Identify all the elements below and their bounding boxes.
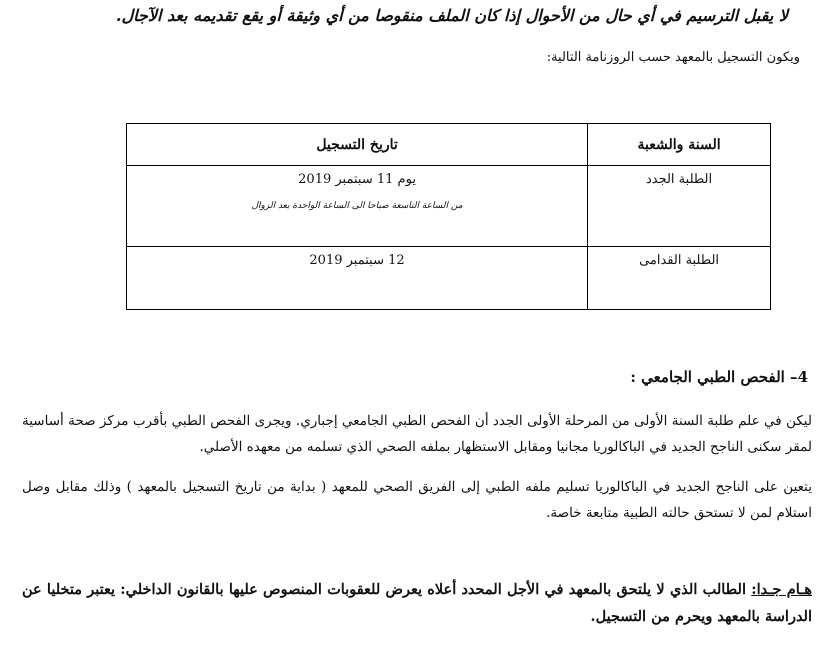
schedule-intro: ويكون التسجيل بالمعهد حسب الروزنامة التالية: (546, 50, 800, 65)
date-returning-students: 12 سبتمبر 2019 (309, 253, 405, 268)
group-returning-students: الطلبة القدامى (639, 253, 720, 268)
important-label: هـام جـدا: (751, 581, 813, 598)
registration-schedule-table (126, 123, 771, 310)
section-heading-medical-exam: 4– الفحص الطبي الجامعي : (630, 368, 808, 386)
table-row (127, 166, 771, 247)
medical-exam-paragraph-1: ليكن في علم طلبة السنة الأولى من المرحلة الأولى الجدد أن الفحص الطبي الجامعي إجباري. ويجرى الفحص الطبي بأقرب مركز صحة أساسية لمقر سكنى الناجح الجديد في الباكالوريا مجانيا ومقابل الاستظهار بملفه الصحي الذي تسلمه من معهده الأصلي. (22, 413, 812, 455)
time-note: من الساعة التاسعة صباحا الى الساعة الواحدة بعد الزوال (251, 201, 463, 211)
group-new-students: الطلبة الجدد (645, 172, 713, 187)
cell-date (127, 247, 588, 310)
cell-group (588, 247, 771, 310)
cell-date (127, 166, 588, 247)
important-text: الطالب الذي لا يلتحق بالمعهد في الأجل المحدد أعلاه يعرض للعقوبات المنصوص عليها بالقانون الداخلي: يعتبر متخليا عن الدراسة بالمعهد ويحرم من التسجيل. (22, 581, 812, 625)
cell-group (588, 166, 771, 247)
important-notice (22, 576, 812, 630)
header-year-and-branch: السنة والشعبة (588, 124, 771, 166)
table-header-row (127, 124, 771, 166)
warning-note: لا يقبل الترسيم في أي حال من الأحوال إذا كان الملف منقوصا من أي وثيقة أو يقع تقديمه بعد الآجال. (115, 6, 788, 25)
medical-exam-paragraph-2: يتعين على الناجح الجديد في الباكالوريا تسليم ملفه الطبي إلى الفريق الصحي للمعهد ( بداية من تاريخ التسجيل بالمعهد ) وذلك مقابل وصل استلام لمن لا تستحق حالته الطبية متابعة خاصة. (22, 479, 812, 521)
header-registration-date: تاريخ التسجيل (127, 124, 588, 166)
table-row (127, 247, 771, 310)
date-new-students: يوم 11 سبتمبر 2019 (298, 172, 416, 187)
